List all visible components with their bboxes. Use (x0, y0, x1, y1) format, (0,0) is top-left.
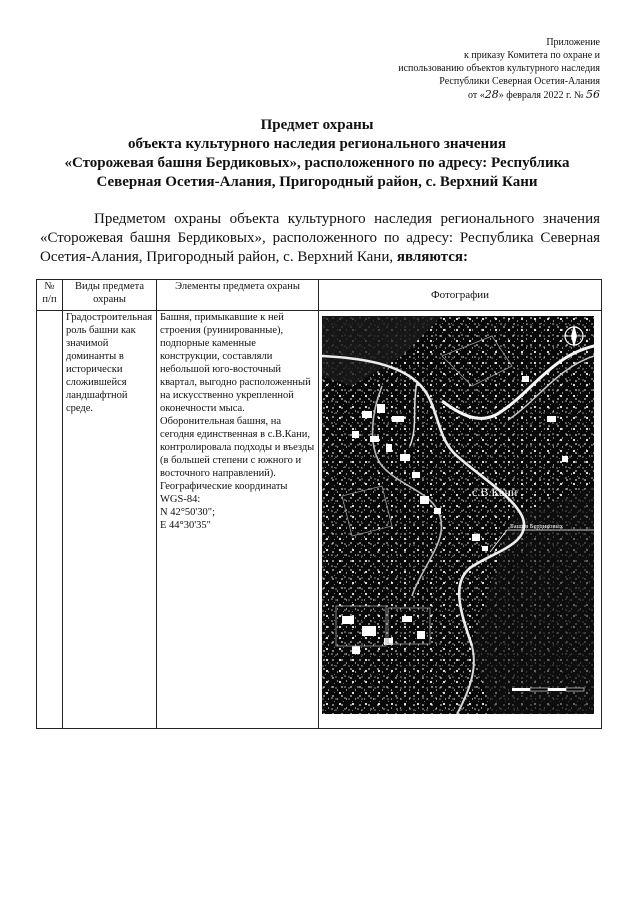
village-label: с.В.Кани (472, 485, 518, 499)
intro-emphasis: являются: (396, 249, 468, 265)
date-day: 28 (484, 88, 499, 101)
cell-number (37, 311, 63, 729)
coordinate-east: E 44°30'35" (160, 520, 211, 531)
scale-bar (512, 688, 584, 691)
date-prefix: от « (467, 90, 485, 101)
appendix-line-1: Приложение (546, 37, 600, 48)
heading-line-3: «Сторожевая башня Бердиковых», расположенного по адресу: Республика (64, 155, 570, 171)
cell-elements (157, 311, 319, 729)
heading-line-1: Предмет охраны (260, 117, 374, 133)
heading-line-2: объекта культурного наследия регионального значения (128, 136, 506, 152)
appendix-line-3: использованию объектов культурного наследия (398, 63, 600, 74)
satellite-photo (322, 316, 594, 714)
cell-type: Градостроительная роль башни как значимой доминанты в исторически сложившейся ландшафтной среде. (63, 311, 157, 729)
appendix-date-line (340, 88, 600, 102)
cell-photo (319, 311, 602, 729)
header-number: № п/п (37, 280, 63, 311)
order-number: 56 (586, 88, 600, 101)
heading-line-4: Северная Осетия-Алания, Пригородный район, с. Верхний Кани (96, 174, 538, 190)
header-elements: Элементы предмета охраны (157, 280, 319, 311)
coordinate-north: N 42°50'30"; (160, 507, 216, 518)
intro-paragraph (40, 210, 600, 267)
header-types: Виды предмета охраны (63, 280, 157, 311)
intro-text: Предметом охраны объекта культурного наследия регионального значения «Сторожевая башня Бердиковых», расположенного по адресу: Республика Северная Осетия-Алания, Пригородный район, с. Верхний Кани, (40, 211, 600, 265)
date-middle: » февраля 2022 г. № (498, 90, 584, 101)
satellite-image (322, 316, 594, 714)
header-photos: Фотографии (319, 280, 602, 311)
appendix-block (340, 36, 600, 102)
table-row (37, 311, 602, 729)
appendix-line-2: к приказу Комитета по охране и (463, 50, 600, 61)
table-header-row (37, 280, 602, 311)
tower-label: Башня Бердиковых (510, 523, 564, 530)
appendix-line-4: Республики Северная Осетия-Алания (439, 76, 600, 87)
protection-table (36, 279, 602, 729)
document-heading (40, 116, 594, 192)
elements-description: Башня, примыкавшие к ней строения (руинированные), подпорные каменные конструкции, составляли небольшой юго-восточный квартал, выгодно расположенный на искусственно укрепленной оконечности мыса. Оборонительная башня, на сегодня единственная в с.В.Кани, контролировала подходы и въезды (в большей степени с южного и восточного направлений). Географические координаты WGS-84: (160, 312, 315, 505)
